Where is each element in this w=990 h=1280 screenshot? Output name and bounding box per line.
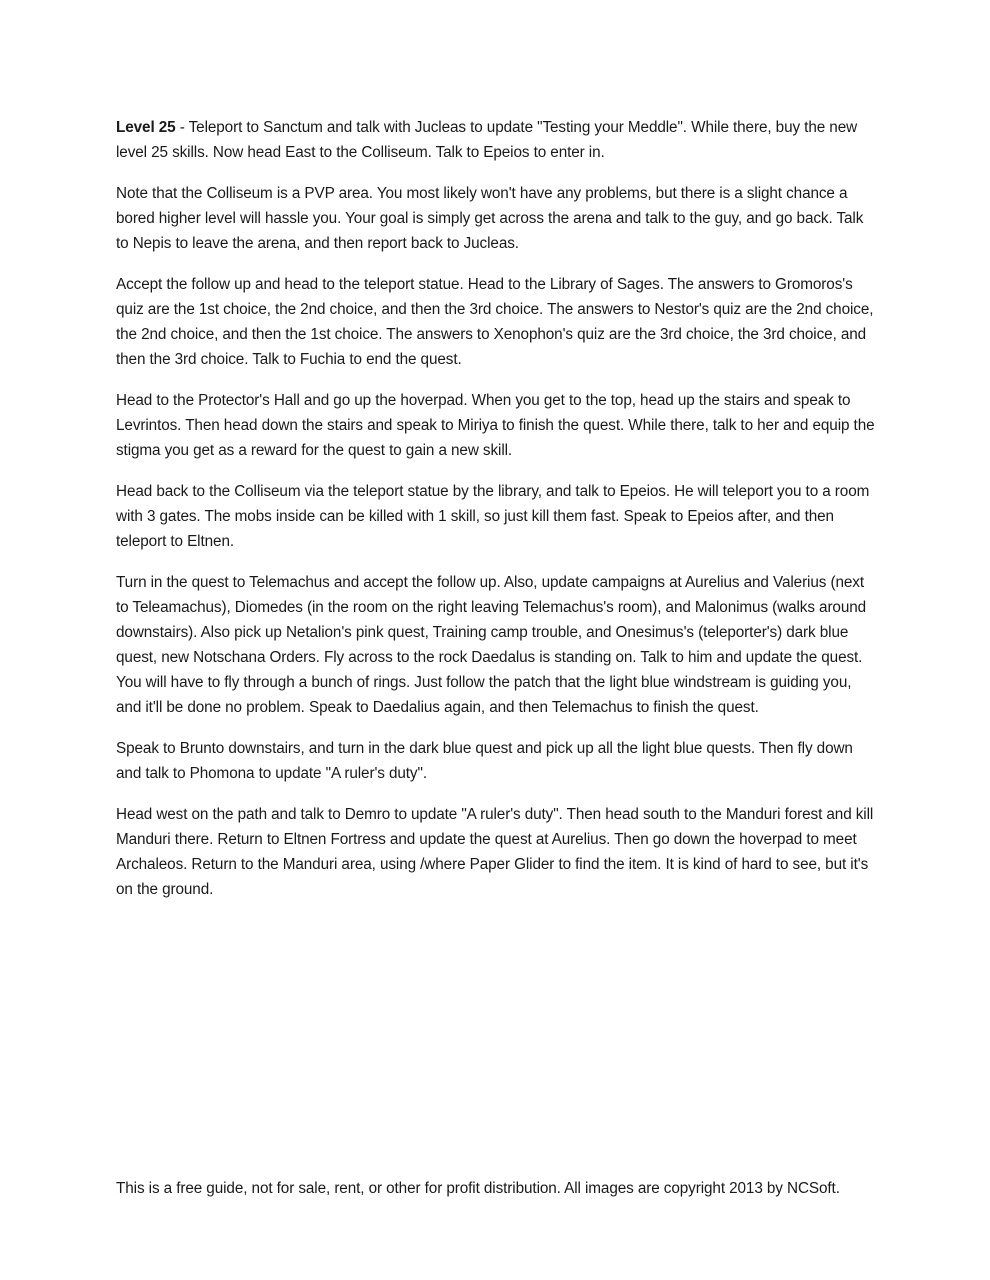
paragraph-text: Note that the Colliseum is a PVP area. You most likely won't have any problems, but there is a slight chance a bored higher level will hassle you. Your goal is simply get across the arena and talk to the guy, and go back. Talk to Nepis to leave the arena, and then report back to Jucleas. [116,185,864,252]
paragraph-brunto [116,736,876,786]
paragraph-text: Head to the Protector's Hall and go up the hoverpad. When you get to the top, head up the stairs and speak to Levrintos. Then head down the stairs and speak to Miriya to finish the quest. While there, talk to her and equip the stigma you get as a reward for the quest to gain a new skill. [116,392,875,459]
paragraph-telemachus [116,570,876,720]
document-body [116,115,876,918]
paragraph-colliseum-gates [116,479,876,554]
paragraph-protectors-hall [116,388,876,463]
paragraph-demro [116,802,876,902]
paragraph-text: Speak to Brunto downstairs, and turn in the dark blue quest and pick up all the light blue quests. Then fly down and talk to Phomona to update "A ruler's duty". [116,740,853,782]
page-footer: This is a free guide, not for sale, rent, or other for profit distribution. All images are copyright 2013 by NCSoft. [116,1180,840,1197]
paragraph-text: Accept the follow up and head to the teleport statue. Head to the Library of Sages. The answers to Gromoros's quiz are the 1st choice, the 2nd choice, and then the 3rd choice. The answers to Nestor's quiz are the 2nd choice, the 2nd choice, and then the 1st choice. The answers to Xenophon's quiz are the 3rd choice, the 3rd choice, and then the 3rd choice. Talk to Fuchia to end the quest. [116,276,874,368]
paragraph-colliseum-note [116,181,876,256]
paragraph-text: - Teleport to Sanctum and talk with Jucleas to update "Testing your Meddle". While there, buy the new level 25 skills. Now head East to the Colliseum. Talk to Epeios to enter in. [116,119,858,161]
paragraph-text: Head back to the Colliseum via the teleport statue by the library, and talk to Epeios. He will teleport you to a room with 3 gates. The mobs inside can be killed with 1 skill, so just kill them fast. Speak to Epeios after, and then teleport to Eltnen. [116,483,870,550]
paragraph-library-quiz [116,272,876,372]
level-heading: Level 25 [116,119,176,136]
paragraph-text: Head west on the path and talk to Demro to update "A ruler's duty". Then head south to the Manduri forest and kill Manduri there. Return to Eltnen Fortress and update the quest at Aurelius. Then go down the hoverpad to meet Archaleos. Return to the Manduri area, using /where Paper Glider to find the item. It is kind of hard to see, but it's on the ground. [116,806,874,898]
paragraph-text: Turn in the quest to Telemachus and accept the follow up. Also, update campaigns at Aurelius and Valerius (next to Teleamachus), Diomedes (in the room on the right leaving Telemachus's room), and Malonimus (walks around downstairs). Also pick up Netalion's pink quest, Training camp trouble, and Onesimus's (teleporter's) dark blue quest, new Notschana Orders. Fly across to the rock Daedalus is standing on. Talk to him and update the quest. You will have to fly through a bunch of rings. Just follow the patch that the light blue windstream is guiding you, and it'll be done no problem. Speak to Daedalius again, and then Telemachus to finish the quest. [116,574,867,716]
paragraph-level-25 [116,115,876,165]
